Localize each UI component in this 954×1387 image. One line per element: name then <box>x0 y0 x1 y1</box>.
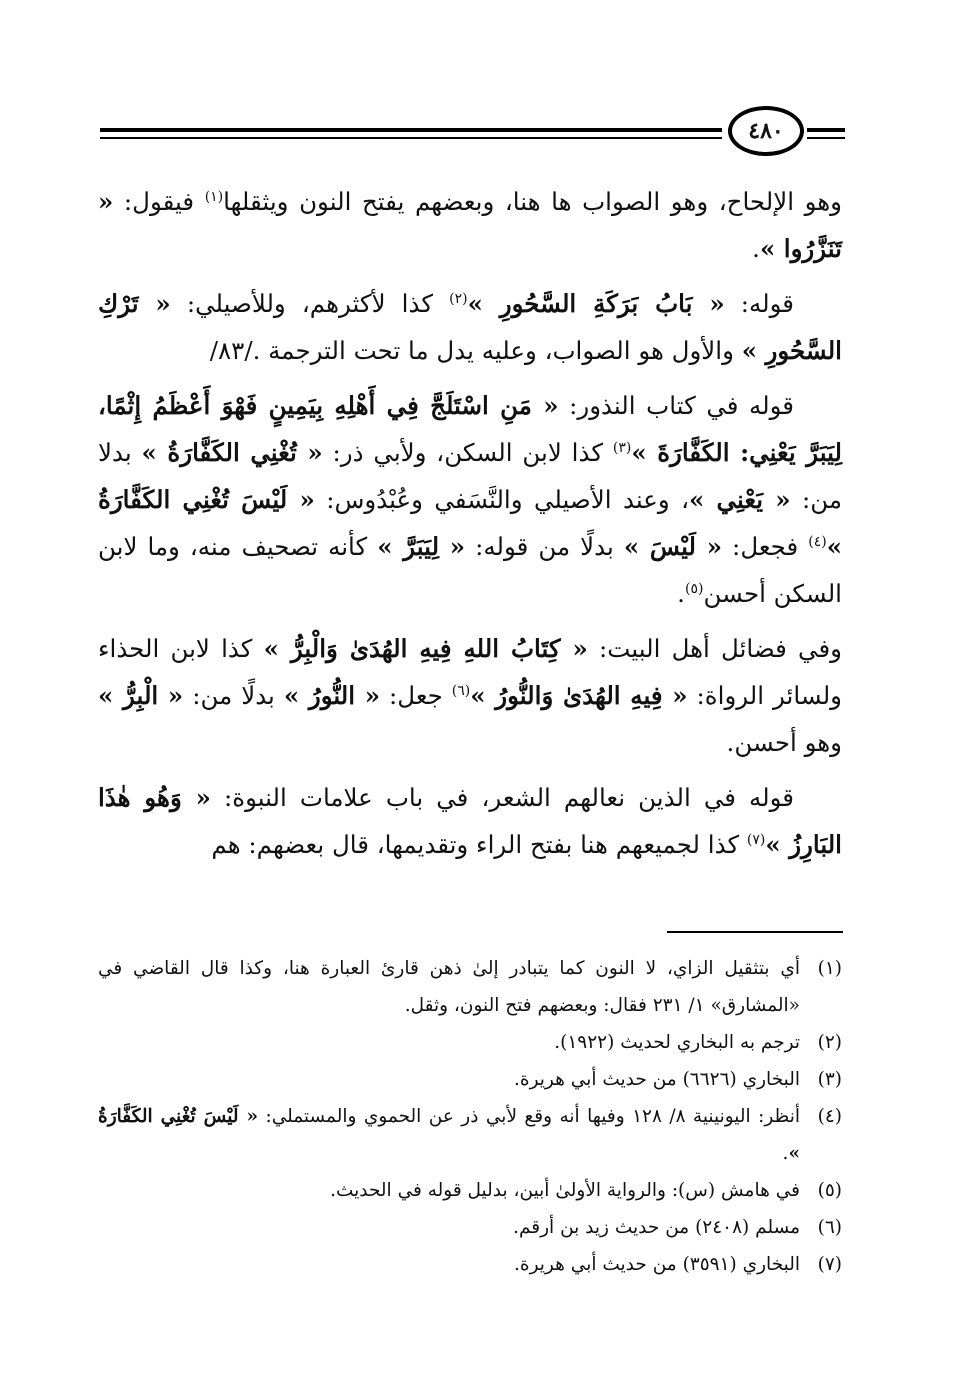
footnote-separator <box>667 931 843 933</box>
text-run: قوله في كتاب النذور: <box>558 391 794 420</box>
footnote-ref: (٢) <box>449 290 468 307</box>
quoted-text: « فِيهِ الهُدَىٰ وَالنُّورُ » <box>470 681 688 710</box>
paragraph <box>98 178 842 272</box>
quoted-text: « لَيْسَ تُغْنِي الكَفَّارَةُ » <box>98 485 843 561</box>
text-run: . <box>677 579 685 608</box>
text-run: فجعل: <box>722 532 809 561</box>
header-rule-right-thin <box>807 137 845 139</box>
footnote-number: (٢) <box>817 1032 842 1053</box>
quoted-text: « كِتَابُ اللهِ فِيهِ الهُدَىٰ وَالْبِرُّ » <box>263 634 588 663</box>
text-run: البخاري (٣٥٩١) من حديث أبي هريرة. <box>514 1254 800 1275</box>
quoted-text: « لِيَبَرَّ » <box>377 532 466 561</box>
footnote-ref: (٣) <box>612 439 632 456</box>
quoted-text: « يَعْنِي » <box>689 485 791 514</box>
text-run: وفي فضائل أهل البيت: <box>587 634 842 663</box>
paragraph <box>98 625 842 766</box>
quoted-text: « النُّورُ » <box>283 681 381 710</box>
text-run: كأنه تصحيف منه، وما لابن السكن أحسن <box>98 532 842 608</box>
quoted-text: « لَيْسَ » <box>623 532 723 561</box>
footnote-ref: (٤) <box>808 533 827 550</box>
footnote <box>98 1098 842 1172</box>
footnotes <box>98 950 842 1283</box>
text-run: . <box>752 234 760 263</box>
main-text <box>98 178 842 876</box>
quoted-text: « لَيْسَ تُغْنِي الكَفَّارَةُ » <box>98 1106 800 1164</box>
footnote <box>98 1246 842 1283</box>
paragraph <box>98 280 842 374</box>
footnote <box>98 1172 842 1209</box>
footnote-number: (٣) <box>817 1069 842 1090</box>
footnote-number: (٦) <box>817 1217 842 1238</box>
footnote-ref: (١) <box>204 188 224 205</box>
text-run: بدلا من: <box>98 438 842 514</box>
paragraph <box>98 774 842 868</box>
footnote-ref: (٦) <box>451 682 471 699</box>
header-rule-thin <box>100 137 722 139</box>
text-run: والأول هو الصواب، وعليه يدل ما تحت الترجمة ./٨٣/ <box>209 336 742 365</box>
text-run: قوله: <box>724 289 795 318</box>
footnote <box>98 1024 842 1061</box>
text-run: قوله في الذين نعالهم الشعر، في باب علامات النبوة: <box>210 783 794 812</box>
text-run: ، وعند الأصيلي والنَّسَفي وعُبْدُوس: <box>314 485 690 514</box>
quoted-text: « تَرْكِ السَّحُورِ » <box>98 289 842 365</box>
text-run: كذا لابن السكن، ولأبي ذر: <box>322 438 613 467</box>
text-run: . <box>782 1143 789 1164</box>
quoted-text: « وَهُو هٰذَا البَارِزُ » <box>98 783 842 859</box>
text-run: كذا لأكثرهم، وللأصيلي: <box>170 289 450 318</box>
header-rule-right-thick <box>807 128 845 132</box>
text-run: بدلًا من: <box>183 681 284 710</box>
text-run: البخاري (٦٦٢٦) من حديث أبي هريرة. <box>514 1069 800 1090</box>
text-run: كذا لجميعهم هنا بفتح الراء وتقديمها، قال بعضهم: هم <box>211 830 747 859</box>
page-number: ٤٨٠ <box>728 106 804 156</box>
text-run: بدلًا من قوله: <box>465 532 624 561</box>
quoted-text: « مَنِ اسْتَلَجَّ فِي أَهْلِهِ بِيَمِينٍ فَهْوَ أَعْظَمُ إِثْمًا، لِيَبَرَّ يَعْنِي: الكَفَّارَةَ » <box>98 391 842 467</box>
text-run: ترجم به البخاري لحديث (١٩٢٢). <box>554 1032 800 1053</box>
text-run: وهو الإلحاح، وهو الصواب ها هنا، وبعضهم يفتح النون ويثقلها <box>223 187 842 216</box>
text-run: فيقول: <box>113 187 205 216</box>
text-run: أي بتثقيل الزاي، لا النون كما يتبادر إلىٰ ذهن قارئ العبارة هنا، وكذا قال القاضي في «المشارق» ١/ ٢٣١ فقال: وبعضهم فتح النون، وثقل. <box>98 958 800 1016</box>
header-rule-thick <box>100 128 722 132</box>
footnote-number: (٤) <box>817 1106 842 1127</box>
text-run: مسلم (٢٤٠٨) من حديث زيد بن أرقم. <box>513 1217 800 1238</box>
quoted-text: « تُغْنِي الكَفَّارَةُ » <box>141 438 323 467</box>
text-run: في هامش (س): والرواية الأولىٰ أبين، بدليل قوله في الحديث. <box>330 1180 800 1201</box>
footnote <box>98 1209 842 1246</box>
text-run: جعل: <box>380 681 452 710</box>
footnote-number: (٧) <box>817 1254 842 1275</box>
footnote <box>98 1061 842 1098</box>
footnote <box>98 950 842 1024</box>
quoted-text: « تَنَزَّرُوا » <box>98 187 842 263</box>
text-run: كذا لابن الحذاء ولسائر الرواة: <box>98 634 842 710</box>
footnote-ref: (٥) <box>684 580 704 597</box>
footnote-number: (٥) <box>817 1180 842 1201</box>
footnote-ref: (٧) <box>746 831 766 848</box>
paragraph <box>98 382 842 617</box>
text-run: وهو أحسن. <box>726 728 842 757</box>
quoted-text: « الْبِرُّ » <box>98 681 184 710</box>
text-run: أنظر: اليونينية ٨/ ١٢٨ وفيها أنه وقع لأبي ذر عن الحموي والمستملي: <box>258 1106 800 1127</box>
footnote-number: (١) <box>817 958 842 979</box>
quoted-text: « بَابُ بَرَكَةِ السَّحُورِ » <box>467 289 725 318</box>
